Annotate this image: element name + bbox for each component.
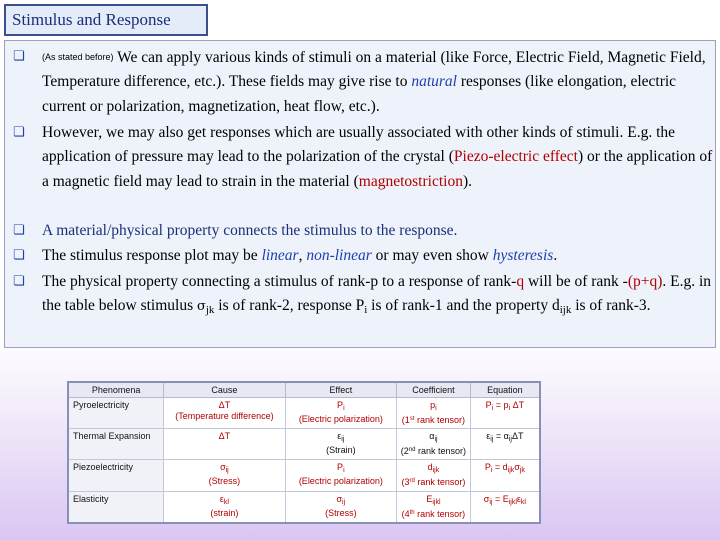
hysteresis-term: hysteresis [492, 247, 554, 264]
coefficient-note: (4 [401, 508, 410, 519]
bullet-text-part: We can apply various kinds of stimuli on a material (like Force, Electric Field, Magnetic Field, Temperature difference, etc.). These fields may give rise to [42, 49, 706, 91]
subscript: ij [490, 435, 494, 443]
cause-symbol: ΔT [218, 430, 231, 441]
subscript: ij [342, 498, 346, 506]
bullet-text-part: ) or the application of a magnetic field may lead to strain in the material ( [42, 148, 713, 190]
subscript: jk [519, 467, 525, 475]
checkbox-bullet-icon: ❏ [13, 248, 25, 263]
bullet-4 [13, 244, 713, 268]
equation-part: = d [492, 462, 508, 473]
effect-symbol: P [337, 462, 344, 473]
phenomena-cell: Elasticity [68, 491, 164, 523]
subscript: ij [508, 435, 512, 443]
equation-cell [470, 460, 540, 491]
effect-cell [285, 491, 396, 523]
subscript: ij [489, 498, 493, 506]
bullet-text [42, 244, 713, 268]
equation-part: = α [493, 430, 509, 441]
coefficient-note: rank tensor) [414, 414, 466, 425]
coefficient-note: rank tensor) [414, 477, 466, 488]
bullet-text-part: is of rank-2, response P [214, 297, 365, 315]
equation-part: σ [483, 493, 490, 504]
cause-cell [164, 428, 285, 459]
subscript: i [491, 404, 494, 412]
equation-part: P [485, 399, 492, 410]
checkbox-bullet-icon: ❏ [13, 223, 25, 238]
equation-part: ε [486, 430, 491, 441]
header-coefficient: Coefficient [397, 382, 471, 397]
cause-cell [164, 397, 285, 428]
header-effect: Effect [285, 382, 396, 397]
coefficient-note: (3 [401, 477, 410, 488]
piezo-electric-effect-term: Piezo-electric effect [453, 148, 578, 166]
effect-cell [285, 397, 396, 428]
effect-note: (Electric polarization) [298, 476, 383, 487]
bullet-1 [13, 45, 713, 119]
subscript: jk [205, 304, 215, 317]
header-equation: Equation [470, 382, 540, 397]
bullet-text-part: or may even show [371, 247, 493, 264]
subscript: ijkl [432, 498, 441, 506]
table-header-row [68, 382, 540, 397]
bullet-2 [13, 121, 713, 194]
cause-note: (Temperature difference) [175, 410, 274, 421]
phenomena-cell: Thermal Expansion [68, 428, 164, 459]
linear-term: linear [261, 247, 299, 264]
superscript: rd [409, 478, 415, 485]
coefficient-note: rank tensor) [414, 508, 466, 519]
bullet-text-part: responses (like elongation, electric current or polarization, magnetization, heat flow, etc.). [42, 73, 677, 115]
bullet-text: A material/physical property connects the stimulus to the response. [42, 222, 458, 239]
superscript: nd [408, 446, 416, 453]
content-box [4, 40, 716, 348]
equation-cell [470, 491, 540, 523]
bullet-text-part: , [298, 247, 307, 264]
bullet-text-part: . [553, 247, 558, 264]
phenomena-cell: Piezoelectricity [68, 460, 164, 491]
effect-cell [285, 428, 396, 459]
subscript: ij [434, 435, 438, 443]
table-row [68, 491, 540, 523]
effect-note: (Stress) [325, 507, 357, 518]
effect-cell [285, 460, 396, 491]
effect-note: (Electric polarization) [298, 413, 383, 424]
equation-part: ε [516, 493, 521, 504]
bullet-5 [13, 270, 713, 323]
bullet-text-part: However, we may also get responses which are usually associated with other kinds of stimuli. E.g. the application of pressure may lead to the polarization of the crystal ( [42, 124, 676, 166]
effect-symbol: P [337, 399, 344, 410]
bullet-text-part: will be of rank - [524, 273, 628, 290]
subscript: kl [223, 498, 229, 506]
bullet-text-part: is of rank-1 and the property d [367, 297, 560, 315]
subscript: ijk [559, 304, 572, 317]
header-phenomena: Phenomena [68, 382, 164, 397]
subscript: i [364, 304, 368, 317]
bullet-text-part: ). [462, 172, 472, 190]
coefficient-cell [397, 491, 471, 523]
equation-part: = p [493, 399, 509, 410]
effect-symbol: σ [336, 493, 343, 504]
subscript: ijkl [508, 498, 517, 506]
coefficient-note: rank tensor) [415, 445, 467, 456]
cause-note: (strain) [210, 507, 239, 518]
subscript: kl [520, 498, 526, 506]
as-stated-before-note: (As stated before) [42, 52, 114, 62]
bullet-text-part: The stimulus response plot may be [42, 247, 262, 264]
equation-part: σ [514, 462, 520, 473]
coefficient-cell [397, 460, 471, 491]
cause-note: (Stress) [208, 476, 241, 487]
equation-part: ΔT [510, 399, 525, 410]
coefficient-note: (2 [400, 445, 409, 456]
table-row [68, 428, 540, 459]
bullet-text [42, 270, 713, 323]
equation-cell [470, 428, 540, 459]
subscript: i [343, 404, 345, 412]
cause-cell [164, 460, 285, 491]
phenomena-cell: Pyroelectricity [68, 397, 164, 428]
subscript: ijk [507, 467, 515, 475]
rank-p-plus-q: (p+q) [627, 273, 663, 290]
bullet-3 [13, 219, 713, 243]
table-row [68, 397, 540, 428]
checkbox-bullet-icon: ❏ [13, 274, 25, 289]
subscript: i [490, 467, 493, 475]
equation-part: = E [492, 493, 509, 504]
subscript: ijk [432, 467, 440, 475]
bullet-text-part: . E.g. in the table below stimulus [42, 273, 712, 315]
cause-symbol: σ [220, 462, 226, 473]
cause-symbol: ε [219, 493, 224, 504]
cause-symbol: ΔT [218, 399, 231, 410]
subscript: ij [225, 467, 229, 475]
bullet-text [42, 45, 713, 119]
non-linear-term: non-linear [306, 247, 372, 264]
effect-symbol: ε [337, 430, 342, 441]
sigma-symbol: σ [196, 299, 206, 315]
checkbox-bullet-icon: ❏ [13, 125, 25, 140]
natural-emphasis: natural [411, 73, 457, 91]
equation-part: ΔT [511, 430, 524, 441]
superscript: th [409, 509, 415, 516]
coefficient-symbol: p [430, 399, 436, 410]
coefficient-symbol: α [429, 430, 435, 441]
subscript: i [508, 404, 511, 412]
subscript: i [343, 467, 345, 475]
bullet-text-part: The physical property connecting a stimulus of rank-p to a response of rank- [42, 273, 517, 290]
coefficient-note: (1 [401, 414, 410, 425]
equation-cell [470, 397, 540, 428]
effect-note: (Strain) [326, 444, 356, 455]
equation-part: P [484, 462, 491, 473]
cause-cell [164, 491, 285, 523]
header-cause: Cause [164, 382, 285, 397]
superscript: st [409, 415, 415, 422]
coefficient-cell [397, 428, 471, 459]
checkbox-bullet-icon: ❏ [13, 49, 25, 64]
coefficient-cell [397, 397, 471, 428]
table-row [68, 460, 540, 491]
magnetostriction-term: magnetostriction [358, 172, 463, 190]
rank-q: q [516, 273, 525, 290]
subscript: ij [341, 435, 345, 443]
bullet-text-part: is of rank-3. [571, 297, 651, 315]
subscript: i [435, 404, 437, 412]
coefficient-symbol: d [427, 462, 433, 473]
slide-title: Stimulus and Response [4, 4, 208, 36]
coefficient-symbol: E [426, 493, 433, 504]
bullet-text [42, 121, 713, 194]
tensor-properties-table [67, 381, 541, 524]
